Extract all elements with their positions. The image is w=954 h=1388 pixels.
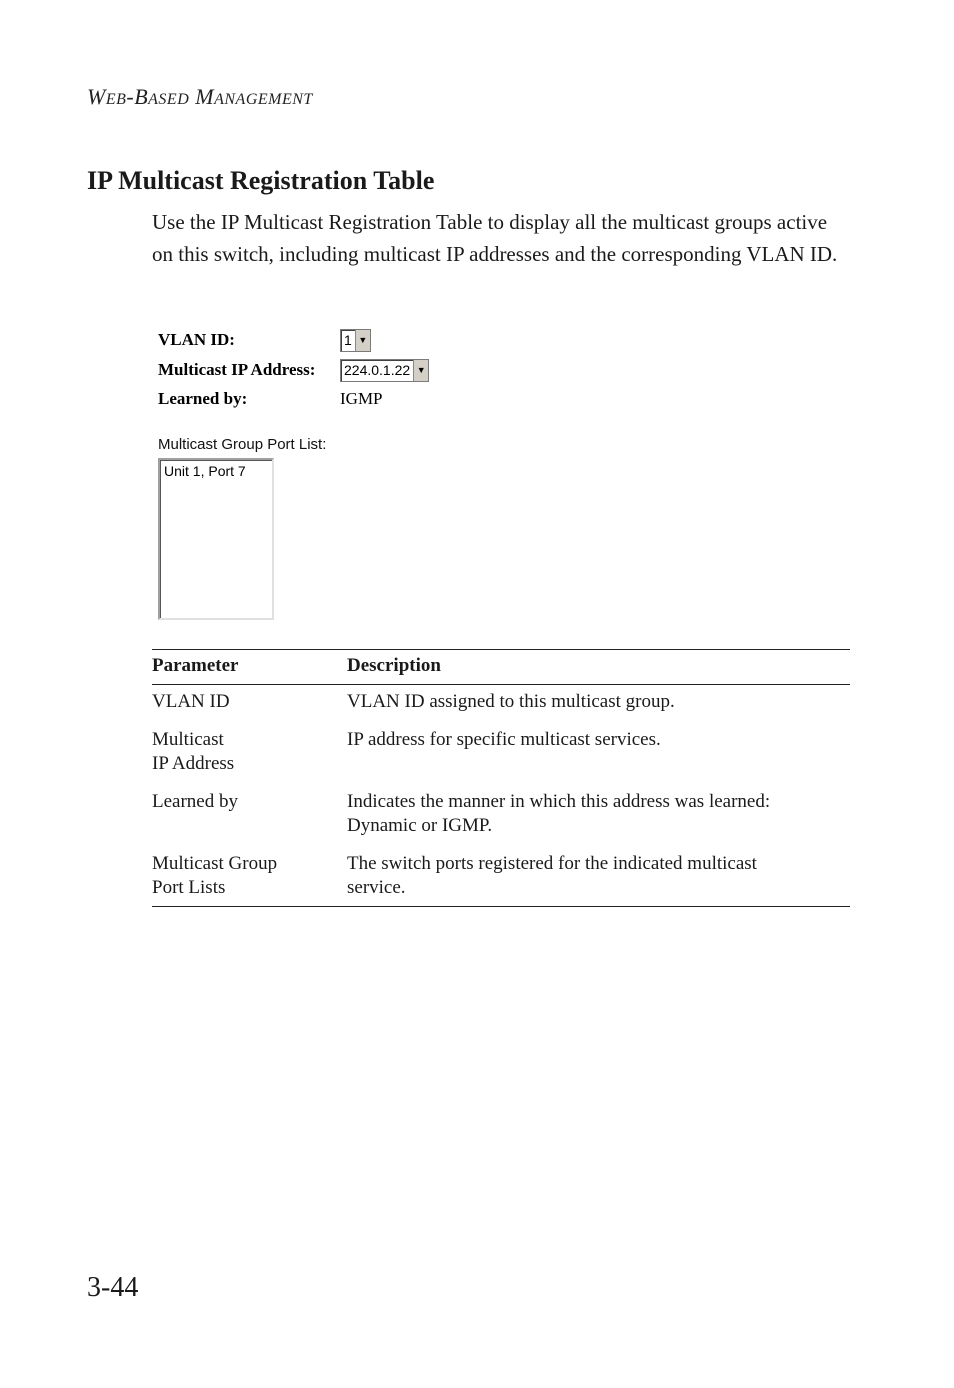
desc-cell <box>347 785 850 847</box>
running-head-word-based-rest: ASED <box>148 91 190 108</box>
desc-text: IP address for specific multicast services. <box>347 729 661 750</box>
table-row <box>152 723 850 785</box>
port-list-label: Multicast Group Port List: <box>158 436 327 453</box>
learned-by-value: IGMP <box>340 389 383 408</box>
chevron-down-icon[interactable]: ▼ <box>355 330 370 351</box>
desc-cell <box>347 847 850 907</box>
param-text: Multicast <box>152 729 224 750</box>
desc-text: Dynamic or IGMP. <box>347 815 493 836</box>
multicast-ip-label: Multicast IP Address: <box>158 360 316 379</box>
learned-by-label: Learned by: <box>158 389 248 408</box>
desc-text: VLAN ID assigned to this multicast group. <box>347 691 675 712</box>
vlan-id-value: 1 <box>344 331 352 348</box>
running-head-word-based-cap: B <box>134 84 149 109</box>
multicast-ip-select[interactable] <box>340 359 429 382</box>
running-head-word-management-cap: M <box>195 84 215 109</box>
running-head-word-web-rest: EB <box>105 91 127 108</box>
desc-cell <box>347 685 850 724</box>
desc-cell <box>347 723 850 785</box>
desc-text: The switch ports registered for the indicated multicast <box>347 853 757 874</box>
vlan-id-label: VLAN ID: <box>158 330 235 349</box>
multicast-registration-form <box>158 326 478 626</box>
running-head <box>87 84 313 110</box>
column-header-parameter: Parameter <box>152 650 347 685</box>
param-text: Learned by <box>152 791 238 812</box>
running-head-word-management-rest: ANAGEMENT <box>214 91 313 108</box>
param-text: VLAN ID <box>152 691 230 712</box>
vlan-id-select[interactable] <box>340 329 371 352</box>
param-cell <box>152 847 347 907</box>
table-row <box>152 847 850 907</box>
section-intro: Use the IP Multicast Registration Table to display all the multicast groups active on this switch, including multicast IP addresses and the corresponding VLAN ID. <box>152 210 838 266</box>
param-cell <box>152 785 347 847</box>
desc-text: Indicates the manner in which this address was learned: <box>347 791 771 812</box>
multicast-ip-value: 224.0.1.22 <box>344 361 411 378</box>
port-list-box[interactable] <box>158 458 274 620</box>
vlan-id-row <box>158 328 371 352</box>
column-header-description: Description <box>347 650 850 685</box>
param-cell <box>152 685 347 724</box>
learned-by-row <box>158 387 383 411</box>
table-header-row <box>152 650 850 685</box>
table-row <box>152 785 850 847</box>
multicast-ip-row <box>158 358 429 382</box>
table-row <box>152 685 850 724</box>
section-title: IP Multicast Registration Table <box>87 166 435 195</box>
port-list-item[interactable]: Unit 1, Port 7 <box>164 463 246 479</box>
running-head-word-web-cap: W <box>87 84 106 109</box>
param-cell <box>152 723 347 785</box>
param-text: Multicast Group <box>152 853 278 874</box>
desc-text: service. <box>347 877 406 898</box>
param-text: IP Address <box>152 753 235 774</box>
running-head-separator: - <box>126 84 135 109</box>
page-number: 3-44 <box>87 1272 139 1303</box>
chevron-down-icon[interactable]: ▼ <box>413 360 428 381</box>
param-text: Port Lists <box>152 877 226 898</box>
parameter-table <box>152 649 850 907</box>
